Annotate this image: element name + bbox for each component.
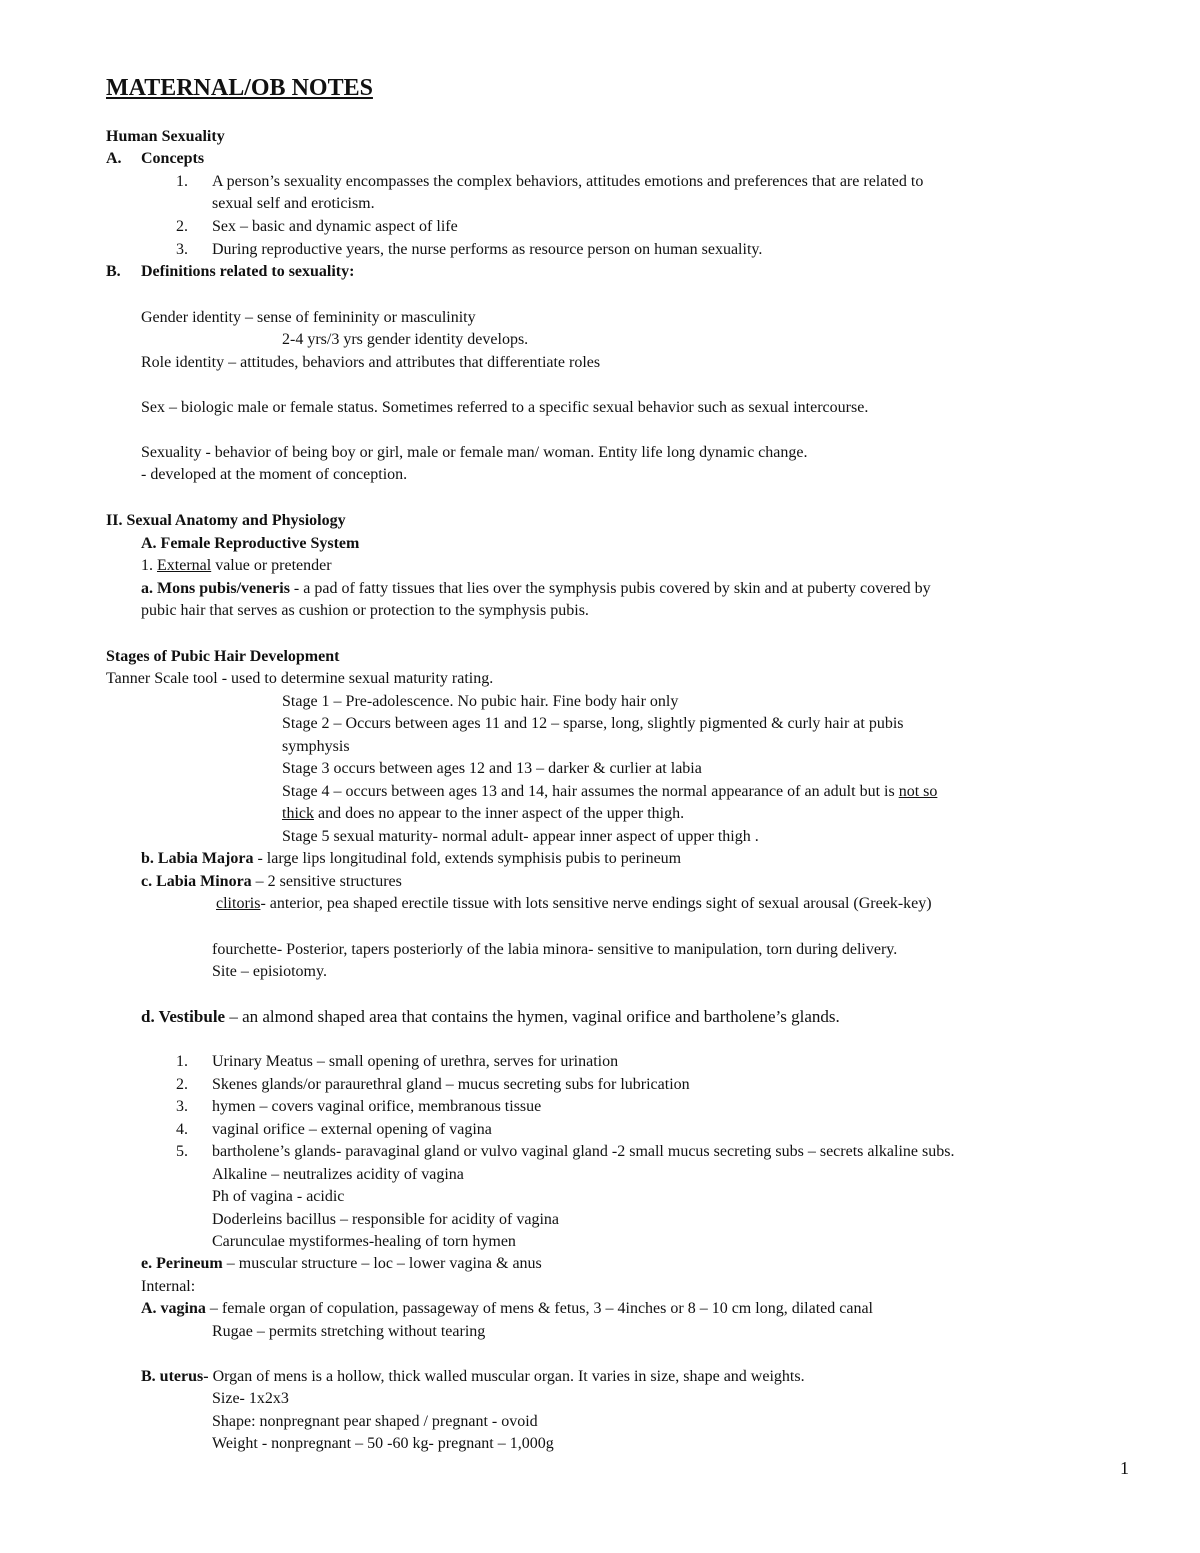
external-line: 1. External value or pretender <box>141 557 332 574</box>
concept-3: During reproductive years, the nurse performs as resource person on human sexuality. <box>212 241 763 258</box>
internal-heading: Internal: <box>141 1278 196 1295</box>
uterus-size: Size- 1x2x3 <box>212 1390 289 1407</box>
stage-3: Stage 3 occurs between ages 12 and 13 – darker & curlier at labia <box>282 760 702 777</box>
ph-note: Ph of vagina - acidic <box>212 1188 345 1205</box>
stage-1: Stage 1 – Pre-adolescence. No pubic hair. Fine body hair only <box>282 693 679 710</box>
list-number: 2. <box>176 1076 188 1093</box>
list-number: 1. <box>176 173 188 190</box>
fourchette: fourchette- Posterior, tapers posteriorly of the labia minora- sensitive to manipulation, torn during delivery. <box>212 941 898 958</box>
list-number: 1. <box>176 1053 188 1070</box>
concept-1: A person’s sexuality encompasses the complex behaviors, attitudes emotions and preferences that are related to <box>212 173 924 190</box>
labia-majora: b. Labia Majora - large lips longitudinal fold, extends symphisis pubis to perineum <box>141 850 682 867</box>
page-title: MATERNAL/OB NOTES <box>106 75 373 101</box>
list-number: 2. <box>176 218 188 235</box>
list-number: 5. <box>176 1143 188 1160</box>
list-marker-a: A. <box>106 150 122 167</box>
vagina: A. vagina – female organ of copulation, passageway of mens & fetus, 3 – 4inches or 8 – 10 cm long, dilated canal <box>141 1300 873 1317</box>
list-number: 3. <box>176 1098 188 1115</box>
vaginal-orifice: vaginal orifice – external opening of vagina <box>212 1121 492 1138</box>
uterus: B. uterus- Organ of mens is a hollow, thick walled muscular organ. It varies in size, shape and weights. <box>141 1368 805 1385</box>
stage-4: Stage 4 – occurs between ages 13 and 14, hair assumes the normal appearance of an adult but is not so <box>282 783 938 800</box>
list-number: 3. <box>176 241 188 258</box>
episiotomy-site: Site – episiotomy. <box>212 963 327 980</box>
gender-identity-age: 2-4 yrs/3 yrs gender identity develops. <box>282 331 529 348</box>
section-heading-pubic-hair: Stages of Pubic Hair Development <box>106 648 340 665</box>
alkaline-note: Alkaline – neutralizes acidity of vagina <box>212 1166 464 1183</box>
female-reproductive-heading: A. Female Reproductive System <box>141 535 360 552</box>
uterus-weight: Weight - nonpregnant – 50 -60 kg- pregnant – 1,000g <box>212 1435 554 1452</box>
carunculae-note: Carunculae mystiformes-healing of torn hymen <box>212 1233 516 1250</box>
page-number: 1 <box>1120 1458 1129 1478</box>
concepts-heading: Concepts <box>141 150 205 167</box>
rugae: Rugae – permits stretching without tearing <box>212 1323 486 1340</box>
role-identity: Role identity – attitudes, behaviors and attributes that differentiate roles <box>141 354 601 371</box>
mons-pubis-line: a. Mons pubis/veneris - a pad of fatty tissues that lies over the symphysis pubis covered by skin and at puberty covered by <box>141 580 931 597</box>
stage-5: Stage 5 sexual maturity- normal adult- appear inner aspect of upper thigh . <box>282 828 759 845</box>
urinary-meatus: Urinary Meatus – small opening of urethra, serves for urination <box>212 1053 619 1070</box>
section-heading-anatomy: II. Sexual Anatomy and Physiology <box>106 512 346 529</box>
list-number: 4. <box>176 1121 188 1138</box>
definitions-heading: Definitions related to sexuality: <box>141 263 355 280</box>
clitoris: clitoris- anterior, pea shaped erectile tissue with lots sensitive nerve endings sight of sexual arousal (Greek-key) <box>216 895 932 912</box>
gender-identity: Gender identity – sense of femininity or masculinity <box>141 309 476 326</box>
hymen: hymen – covers vaginal orifice, membranous tissue <box>212 1098 542 1115</box>
sex-definition: Sex – biologic male or female status. Sometimes referred to a specific sexual behavior such as sexual intercourse. <box>141 399 869 416</box>
stage-4-cont: thick and does no appear to the inner aspect of the upper thigh. <box>282 805 685 822</box>
stage-2-cont: symphysis <box>282 738 350 755</box>
stage-2: Stage 2 – Occurs between ages 11 and 12 – sparse, long, slightly pigmented & curly hair at pubis <box>282 715 904 732</box>
section-heading-human-sexuality: Human Sexuality <box>106 128 225 145</box>
sexuality-development: - developed at the moment of conception. <box>141 466 408 483</box>
doderlein-note: Doderleins bacillus – responsible for acidity of vagina <box>212 1211 560 1228</box>
labia-minora: c. Labia Minora – 2 sensitive structures <box>141 873 402 890</box>
sexuality-definition: Sexuality - behavior of being boy or girl, male or female man/ woman. Entity life long dynamic change. <box>141 444 808 461</box>
perineum: e. Perineum – muscular structure – loc – lower vagina & anus <box>141 1255 542 1272</box>
skenes-glands: Skenes glands/or paraurethral gland – mucus secreting subs for lubrication <box>212 1076 690 1093</box>
mons-pubis-cont: pubic hair that serves as cushion or protection to the symphysis pubis. <box>141 602 589 619</box>
uterus-shape: Shape: nonpregnant pear shaped / pregnant - ovoid <box>212 1413 538 1430</box>
list-marker-b: B. <box>106 263 121 280</box>
concept-1-cont: sexual self and eroticism. <box>212 195 375 212</box>
concept-2: Sex – basic and dynamic aspect of life <box>212 218 458 235</box>
tanner-scale: Tanner Scale tool - used to determine sexual maturity rating. <box>106 670 494 687</box>
bartholenes-glands: bartholene’s glands- paravaginal gland or vulvo vaginal gland -2 small mucus secreting subs – secrets alkaline subs. <box>212 1143 955 1160</box>
vestibule: d. Vestibule – an almond shaped area that contains the hymen, vaginal orifice and bartholene’s glands. <box>141 1007 840 1026</box>
